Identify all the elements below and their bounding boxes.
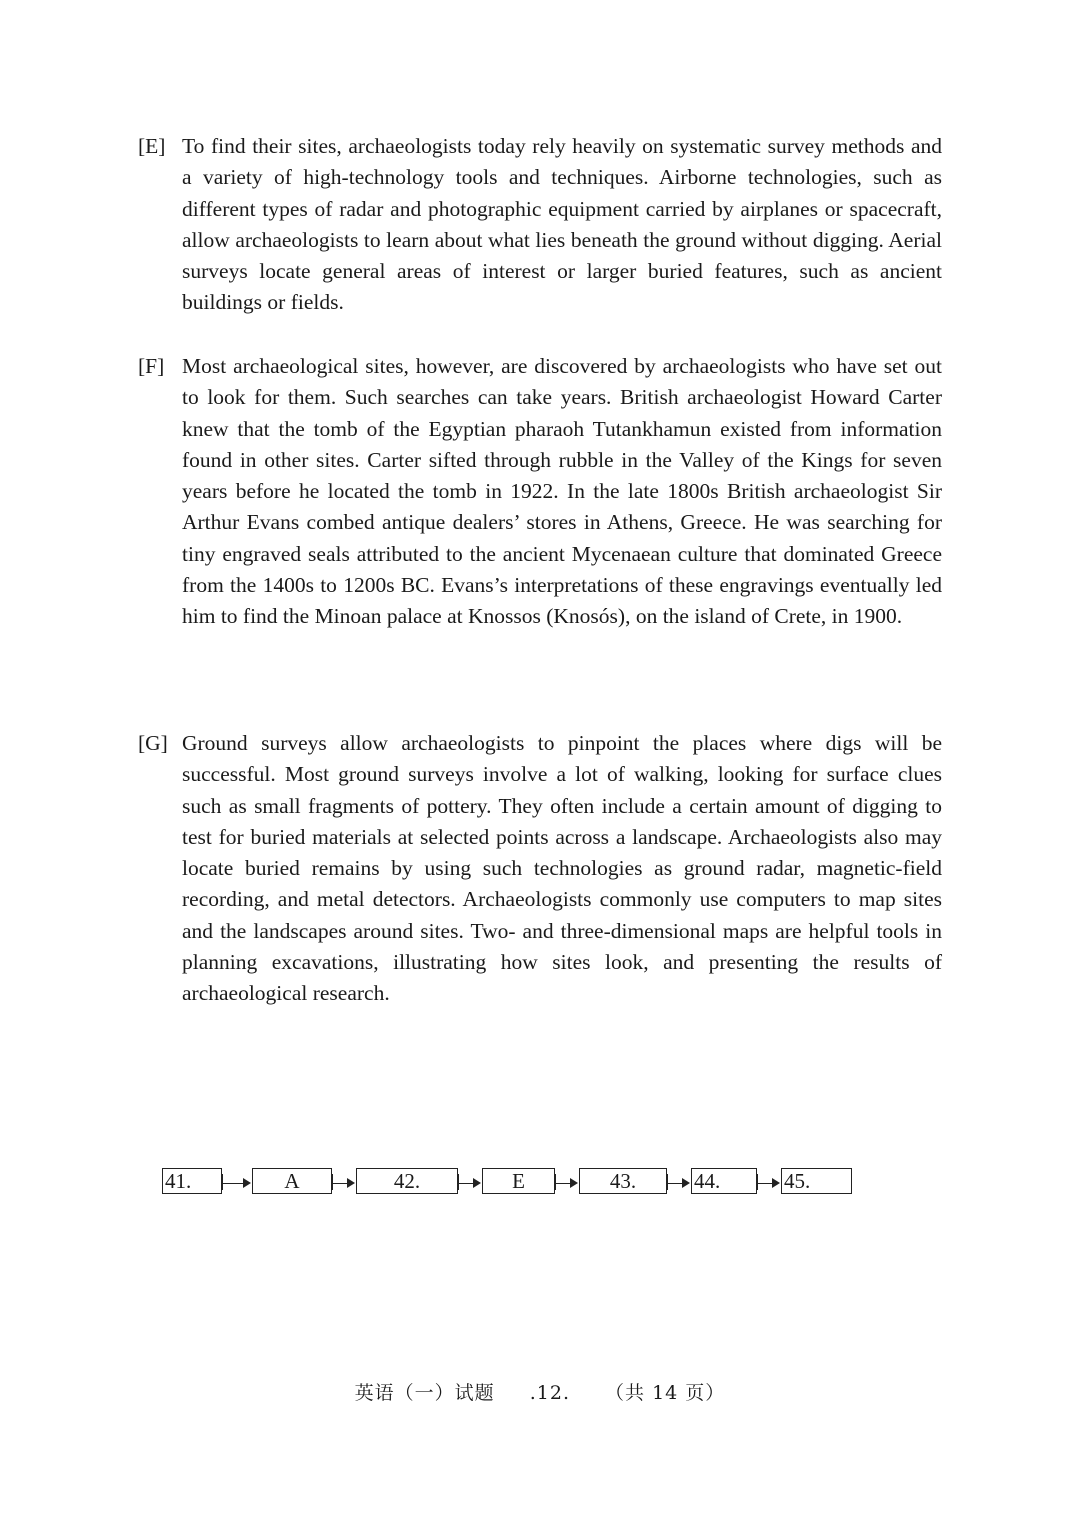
answer-box-45[interactable]	[781, 1168, 852, 1194]
box-label: 41.	[165, 1169, 192, 1193]
paragraph-label: [E]	[138, 134, 166, 158]
answer-box-44[interactable]	[691, 1168, 757, 1194]
arrow-icon	[555, 1168, 579, 1194]
given-box-e	[482, 1168, 555, 1194]
box-label: 43.	[609, 1169, 637, 1193]
paragraph-text: Most archaeological sites, however, are discovered by archaeologists who have set out to look for them. Such searches can take years. British archaeologist Howard Carter knew that the tomb of the Egyptian pharaoh Tutankhamun existed from information found in other sites. Carter sifted through rubble in the Valley of the Kings for seven years before he located the tomb in 1922. In the late 1800s British archaeologist Sir Arthur Evans combed antique dealers’ stores in Athens, Greece. He was searching for tiny engraved seals attributed to the ancient Mycenaean culture that dominated Greece from the 1400s to 1200s BC. Evans’s interpretations of these engravings eventually led him to find the Minoan palace at Knossos (Knosós), on the island of Crete, in 1900.	[182, 354, 942, 629]
box-label: A	[284, 1169, 300, 1193]
paragraph-g	[138, 728, 942, 1010]
box-label: 42.	[393, 1169, 421, 1193]
box-label: E	[512, 1169, 525, 1193]
paragraph-e	[138, 131, 942, 319]
paragraph-f	[138, 351, 942, 633]
arrow-icon	[332, 1168, 356, 1194]
answer-box-43[interactable]	[579, 1168, 667, 1194]
paragraph-label: [F]	[138, 354, 165, 378]
paragraph-label: [G]	[138, 731, 168, 755]
paragraph-text: Ground surveys allow archaeologists to pinpoint the places where digs will be successful. Most ground surveys involve a lot of walking, looking for surface clues such as small fragments of pottery. They often include a certain amount of digging to test for buried materials at selected points across a landscape. Archaeologists also may locate buried remains by using such technologies as ground radar, magnetic-field recording, and metal detectors. Archaeologists commonly use computers to map sites and the landscapes around sites. Two- and three-dimensional maps are helpful tools in planning excavations, illustrating how sites look, and presenting the results of archaeological research.	[182, 731, 942, 1006]
given-box-a	[252, 1168, 332, 1194]
box-label: 44.	[694, 1169, 721, 1193]
footer-page-number: .12.	[529, 1382, 570, 1404]
arrow-icon	[757, 1168, 781, 1194]
page-footer	[0, 1378, 1080, 1405]
box-label: 45.	[784, 1169, 811, 1193]
footer-subject: 英语（一）试题	[354, 1382, 495, 1404]
footer-total-pages: （共 14 页）	[605, 1382, 726, 1404]
arrow-icon	[667, 1168, 691, 1194]
arrow-icon	[458, 1168, 482, 1194]
paragraph-text: To find their sites, archaeologists today rely heavily on systematic survey methods and a variety of high-technology tools and techniques. Airborne technologies, such as different types of radar and photographic equipment carried by airplanes or spacecraft, allow archaeologists to learn about what lies beneath the ground without digging. Aerial surveys locate general areas of interest or larger buried features, such as ancient buildings or fields.	[182, 134, 942, 315]
sequence-diagram	[0, 1168, 1080, 1198]
answer-box-42[interactable]	[356, 1168, 458, 1194]
arrow-icon	[222, 1168, 252, 1194]
answer-box-41[interactable]	[162, 1168, 222, 1194]
